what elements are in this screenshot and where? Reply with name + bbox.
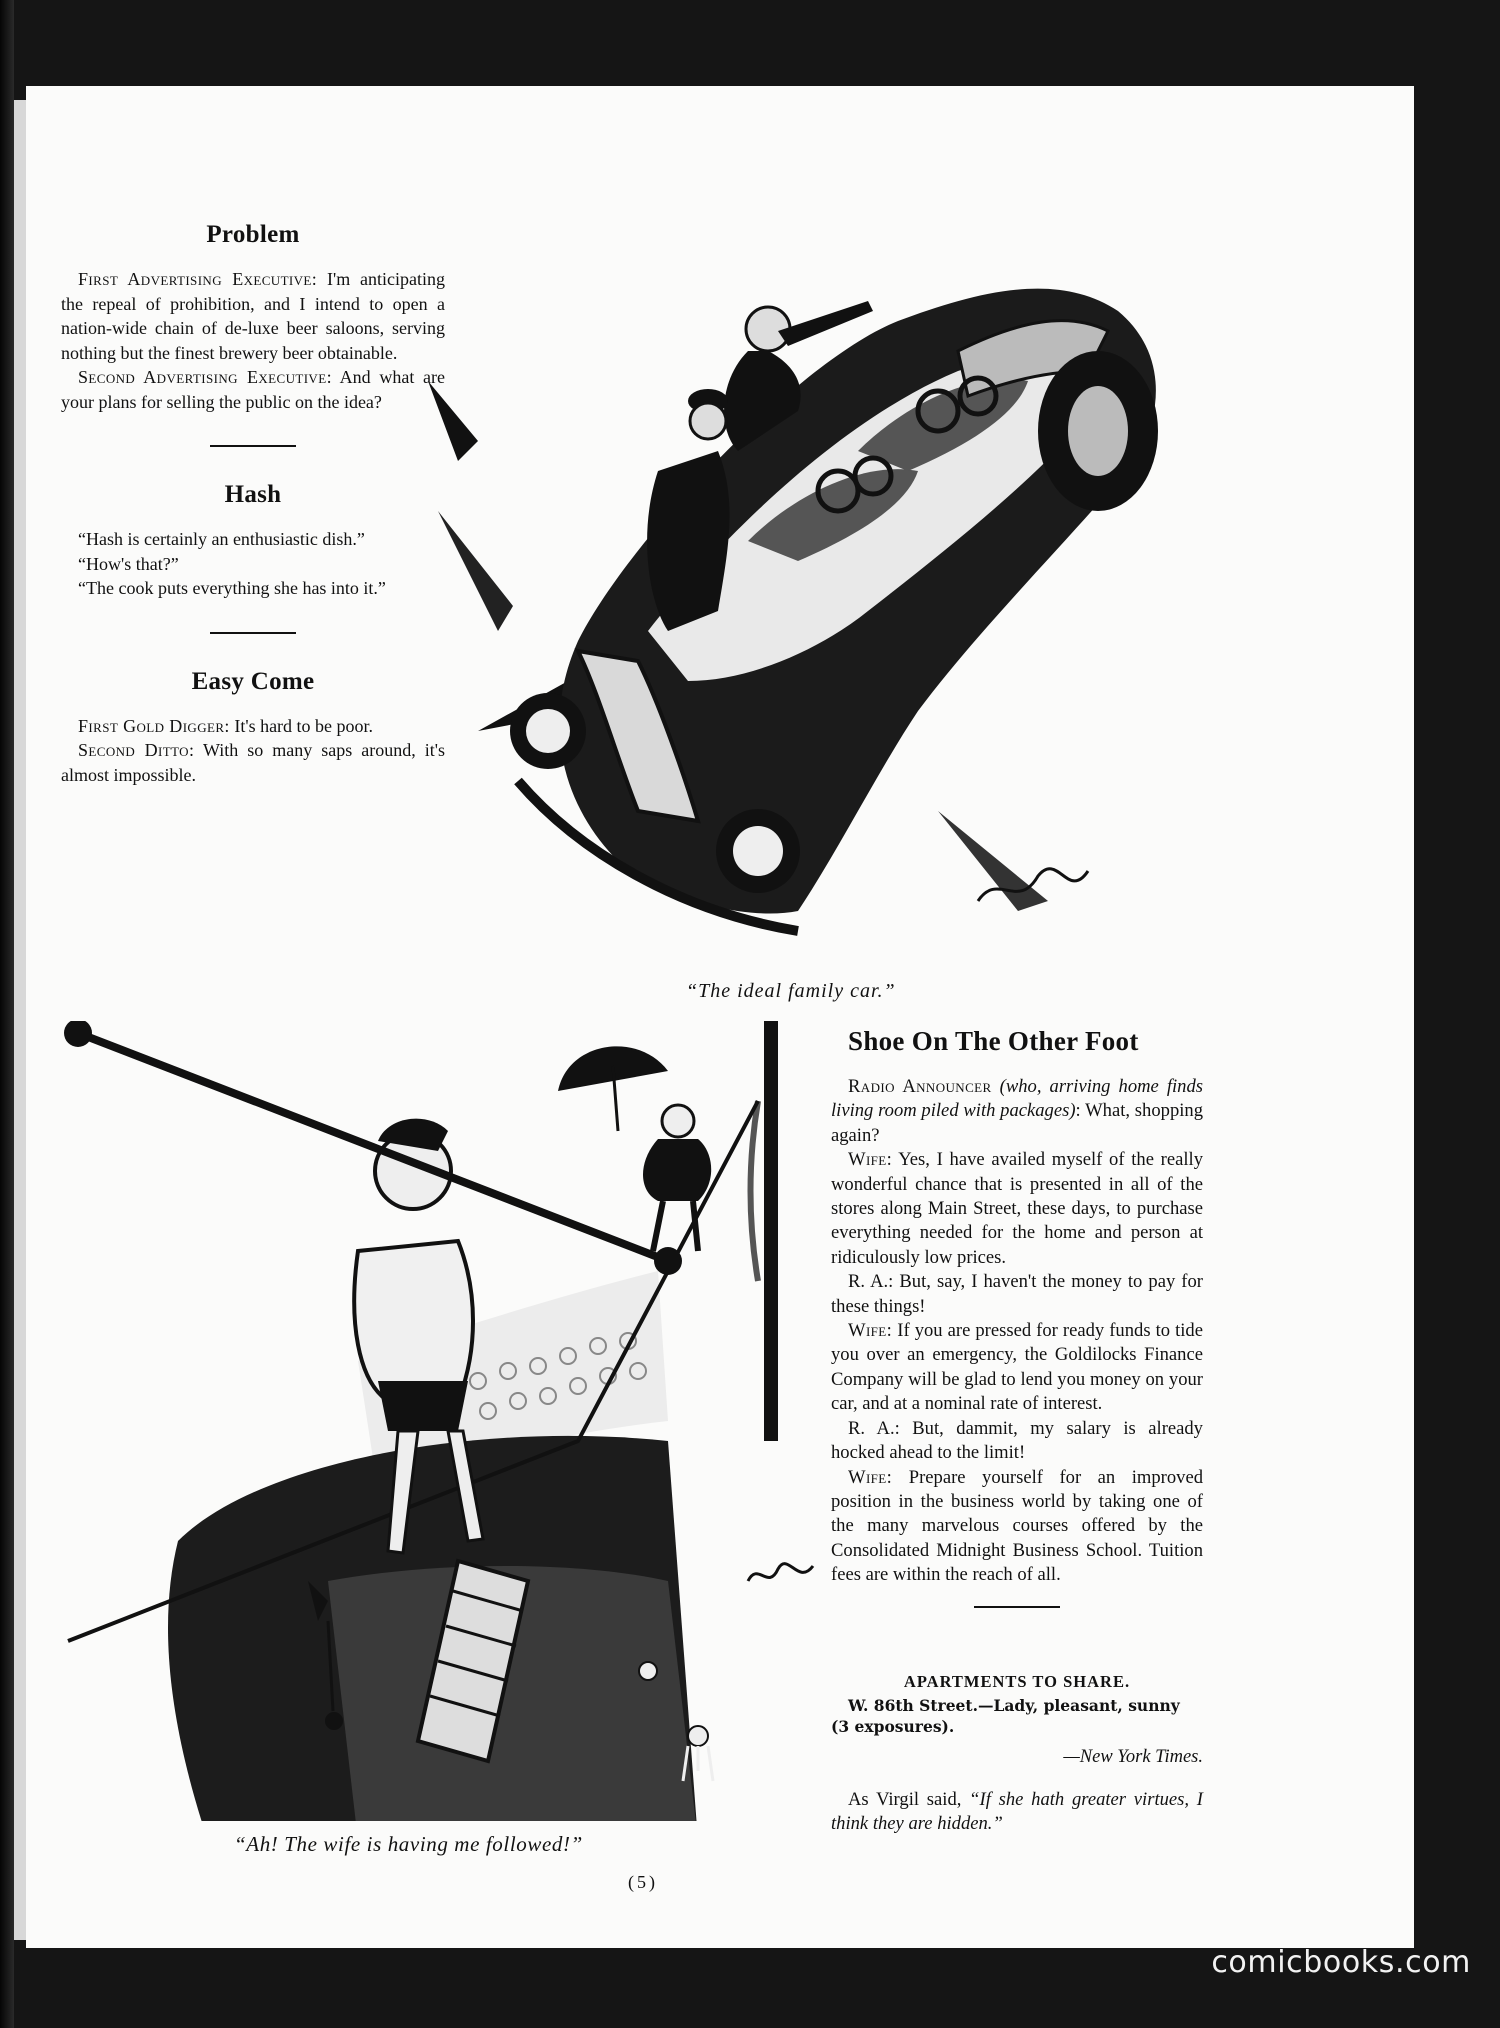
shoe-paragraph-5 <box>831 1417 1203 1466</box>
hash-title: Hash <box>224 481 282 508</box>
section-divider <box>974 1606 1060 1608</box>
magazine-page <box>26 86 1414 1948</box>
shoe-paragraph-2 <box>831 1148 1203 1270</box>
easy-come-line-1: It's hard to be poor. <box>229 715 374 736</box>
problem-speaker-2: Second Advertising Executive: <box>78 367 332 387</box>
left-text-column <box>61 221 445 787</box>
virgil-quote: “If she hath greater virtues, I think they are hidden.” <box>831 1788 1203 1834</box>
problem-paragraph-1 <box>61 267 445 365</box>
problem-paragraph-2 <box>61 365 445 414</box>
problem-line-1: I'm anticipating the repeal of prohibition, and I intend to open a nation-wide chain of de-luxe beer saloons, serving nothing but the finest brewery beer obtainable. <box>61 269 445 363</box>
shoe-paragraph-4 <box>831 1319 1203 1417</box>
page-number: (5) <box>628 1872 658 1892</box>
hash-line-3: “The cook puts everything she has into it.” <box>78 578 386 598</box>
virgil-lead: As Virgil said, <box>848 1788 970 1810</box>
shoe-speaker-5: R. A.: <box>848 1417 900 1439</box>
easy-come-paragraph-2 <box>61 738 445 787</box>
virgil-comment <box>831 1788 1203 1837</box>
tightrope-cartoon-illustration <box>58 1021 828 1821</box>
easy-come-title: Easy Come <box>191 667 315 695</box>
watermark-text: comicbooks.com <box>1211 1945 1471 1980</box>
shoe-line-6: Prepare yourself for an improved position in the business world by taking one of the many marvelous courses offered by the Consolidated Midnight Business School. Tuition fees are within the reach of all. <box>831 1466 1203 1586</box>
shoe-paragraph-3 <box>831 1270 1203 1319</box>
car-cartoon-illustration <box>418 211 1188 971</box>
binding-shadow <box>0 0 14 2028</box>
facing-page-edge <box>14 100 26 1940</box>
problem-speaker-1: First Advertising Executive: <box>78 269 318 289</box>
shoe-speaker-2: Wife: <box>848 1149 893 1171</box>
shoe-line-3: But, say, I haven't the money to pay for these things! <box>831 1271 1203 1317</box>
problem-line-2: And what are your plans for selling the public on the idea? <box>61 367 445 412</box>
car-cartoon-caption: “The ideal family car.” <box>686 980 896 1002</box>
problem-title: Problem <box>206 221 300 248</box>
tightrope-cartoon-caption: “Ah! The wife is having me followed!” <box>234 1832 583 1856</box>
shoe-speaker-3: R. A.: <box>848 1271 894 1293</box>
hash-line-1: “Hash is certainly an enthusiastic dish.” <box>78 529 365 549</box>
shoe-stage-direction: (who, arriving home finds living room piled with packages) <box>831 1076 1204 1122</box>
shoe-line-4: If you are pressed for ready funds to tide you over an emergency, the Goldilocks Finance Company will be glad to lend you money on your car, and at a nominal rate of interest. <box>831 1320 1203 1415</box>
shoe-title: Shoe On The Other Foot <box>848 1026 1139 1056</box>
right-text-column <box>831 1026 1203 1836</box>
shoe-speaker-1: Radio Announcer <box>848 1076 992 1097</box>
apartments-heading: APARTMENTS TO SHARE. <box>903 1671 1131 1691</box>
shoe-line-5: But, dammit, my salary is already hocked ahead to the limit! <box>831 1417 1203 1464</box>
easy-come-speaker-2: Second Ditto: <box>78 740 195 760</box>
apartments-listing: W. 86th Street.—Lady, pleasant, sunny (3 exposures). <box>831 1695 1180 1736</box>
shoe-line-2: Yes, I have availed myself of the really wonderful chance that is presented in all of the stores along Main Street, these days, to purchase everything needed for the home and person at ridiculously low prices. <box>831 1149 1203 1268</box>
shoe-line-1: : What, shopping again? <box>831 1100 1203 1146</box>
shoe-speaker-4: Wife: <box>848 1320 893 1342</box>
section-divider <box>210 445 296 447</box>
easy-come-line-2: With so many saps around, it's almost impossible. <box>61 740 445 785</box>
easy-come-paragraph-1 <box>61 714 445 739</box>
section-divider <box>210 632 296 634</box>
shoe-paragraph-6 <box>831 1466 1203 1588</box>
apartments-source: —New York Times. <box>1063 1746 1203 1767</box>
easy-come-speaker-1: First Gold Digger: <box>78 715 230 736</box>
hash-line-2: “How's that?” <box>78 553 179 574</box>
shoe-paragraph-1 <box>831 1075 1203 1148</box>
shoe-speaker-6: Wife: <box>848 1466 893 1488</box>
